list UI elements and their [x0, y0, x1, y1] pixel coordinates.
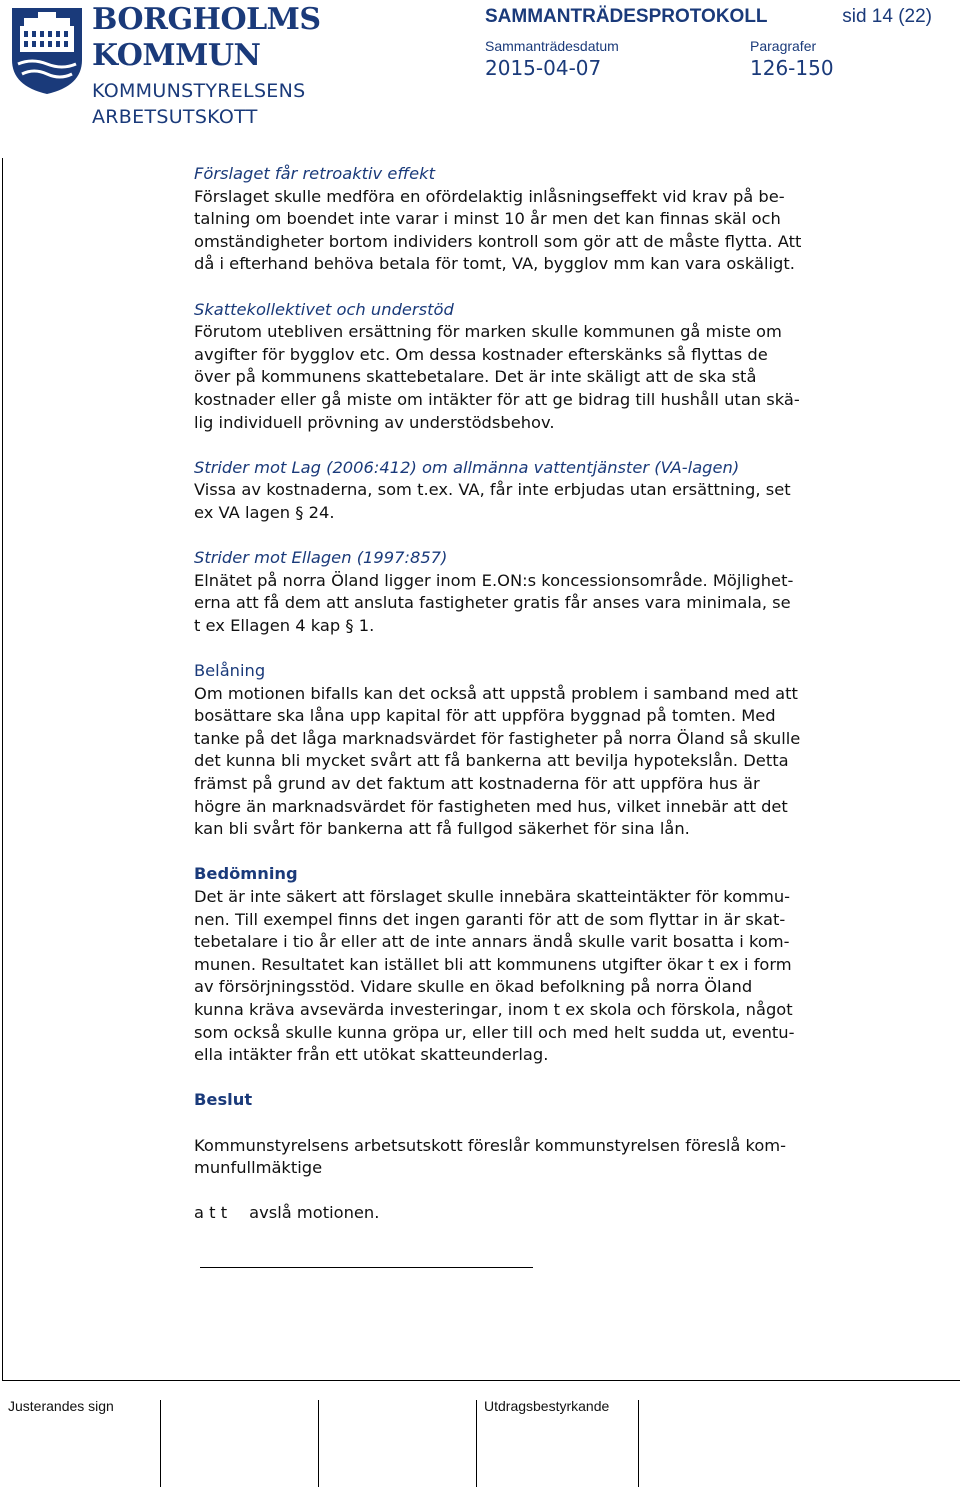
body-line: av försörjningsstöd. Vidare skulle en ökad befolkning på norra Öland: [194, 977, 753, 997]
body-line: som också skulle kunna gröpa ur, eller till och med helt sudda ut, eventu-: [194, 1022, 795, 1042]
section-loans: [194, 660, 904, 841]
footer-divider: [160, 1400, 161, 1487]
body-line: tanke på det låga marknadsvärdet för fastigheter på norra Öland så skulle: [194, 728, 801, 748]
section-heading: Beslut: [194, 1090, 253, 1110]
body-line: bosättare ska låna upp kapital för att uppföra byggnad på tomten. Med: [194, 706, 776, 726]
body-line: lig individuell prövning av understödsbehov.: [194, 412, 555, 432]
body-line: tebetalare i tio år eller att de inte annars ändå skulle varit bosatta i kom-: [194, 932, 790, 952]
org-name-line2: ARBETSUTSKOTT: [92, 106, 258, 128]
section-retroactive: [194, 163, 904, 276]
paragraphs-value: 126-150: [750, 56, 834, 80]
section-heading: Skattekollektivet och understöd: [194, 299, 454, 319]
section-el-law: [194, 547, 904, 637]
section-decision: [194, 1089, 904, 1225]
body-line: över på kommunens skattebetalare. Det är inte skäligt att de ska stå: [194, 367, 757, 387]
margin-rule: [2, 158, 3, 1380]
document-title: SAMMANTRÄDESPROTOKOLL: [485, 6, 768, 27]
section-heading: Strider mot Ellagen (1997:857): [194, 548, 448, 568]
section-heading: Förslaget får retroaktiv effekt: [194, 164, 435, 183]
body-line: ex VA lagen § 24.: [194, 502, 335, 522]
footer-divider: [638, 1400, 639, 1487]
body-line: t ex Ellagen 4 kap § 1.: [194, 615, 375, 635]
att-word: a t t: [194, 1203, 228, 1223]
body-line: Förutom utebliven ersättning för marken skulle kommunen gå miste om: [194, 322, 782, 342]
body-line: avgifter för bygglov etc. Om dessa kostnader efterskänks så flyttas de: [194, 344, 768, 364]
footer-divider: [318, 1400, 319, 1487]
section-assessment: [194, 863, 904, 1066]
body-line: omständigheter bortom individers kontroll som gör att de måste flytta. Att: [194, 231, 802, 251]
body-line: Förslaget skulle medföra en ofördelaktig inlåsningseffekt vid krav på be-: [194, 186, 785, 206]
brand-name-line2: KOMMUN: [92, 38, 261, 73]
body-line: Elnätet på norra Öland ligger inom E.ON:s koncessionsområde. Möjlighet-: [194, 570, 794, 590]
body-line: ella intäkter från ett utökat skatteunderlag.: [194, 1045, 549, 1065]
section-va-law: [194, 457, 904, 525]
paragraphs-label: Paragrafer: [750, 38, 817, 54]
signature-line: [200, 1267, 533, 1268]
body-line: Om motionen bifalls kan det också att uppstå problem i samband med att: [194, 683, 798, 703]
body-line: talning om boendet inte varar i minst 10 år men det kan finnas skäl och: [194, 209, 781, 229]
body-line: då i efterhand behöva betala för tomt, VA, bygglov mm kan vara oskäligt.: [194, 254, 795, 274]
body-line: Kommunstyrelsens arbetsutskott föreslår kommunstyrelsen föreslå kom-: [194, 1135, 787, 1155]
body-line: kunna kräva avsevärda investeringar, inom t ex skola och förskola, något: [194, 999, 793, 1019]
decision-att-line: [194, 1202, 904, 1225]
body-line: munen. Resultatet kan istället bli att kommunens utgifter ökar t ex i form: [194, 954, 792, 974]
footer-utdragsbestyrkande: Utdragsbestyrkande: [484, 1398, 610, 1414]
body-line: Vissa av kostnaderna, som t.ex. VA, får inte erbjudas utan ersättning, set: [194, 480, 791, 500]
brand-name-line1: BORGHOLMS: [92, 2, 321, 37]
meeting-date-label: Sammanträdesdatum: [485, 38, 619, 54]
section-tax-collective: [194, 299, 904, 435]
footer-rule: [2, 1380, 960, 1381]
org-name-line1: KOMMUNSTYRELSENS: [92, 80, 306, 102]
body-line: främst på grund av det faktum att kostnaderna för att uppföra hus är: [194, 774, 760, 794]
body-line: erna att få dem att ansluta fastigheter gratis får anses vara minimala, se: [194, 593, 791, 613]
body-line: kostnader eller gå miste om intäkter för att ge bidrag till hushåll utan skä-: [194, 389, 800, 409]
body-line: nen. Till exempel finns det ingen garanti för att de som flyttar in är skat-: [194, 909, 786, 929]
body-line: högre än marknadsvärdet för fastigheten med hus, vilket innebär att det: [194, 796, 788, 816]
body-line: munfullmäktige: [194, 1158, 323, 1178]
footer-justerandes-sign: Justerandes sign: [8, 1398, 114, 1414]
att-text: avslå motionen.: [249, 1203, 380, 1223]
footer-divider: [476, 1400, 477, 1487]
meeting-date-value: 2015-04-07: [485, 56, 602, 80]
municipal-logo: [8, 4, 86, 96]
section-heading: Strider mot Lag (2006:412) om allmänna vattentjänster (VA-lagen): [194, 457, 740, 477]
section-heading: Bedömning: [194, 864, 298, 884]
document-body: [194, 163, 904, 1248]
body-line: Det är inte säkert att förslaget skulle innebära skatteintäkter för kommu-: [194, 887, 791, 906]
section-heading: Belåning: [194, 661, 266, 681]
page-number: sid 14 (22): [842, 6, 932, 27]
body-line: det kunna bli mycket svårt att få bankerna att bevilja hypotekslån. Detta: [194, 751, 789, 771]
body-line: kan bli svårt för bankerna att få fullgod säkerhet för sina lån.: [194, 819, 690, 839]
